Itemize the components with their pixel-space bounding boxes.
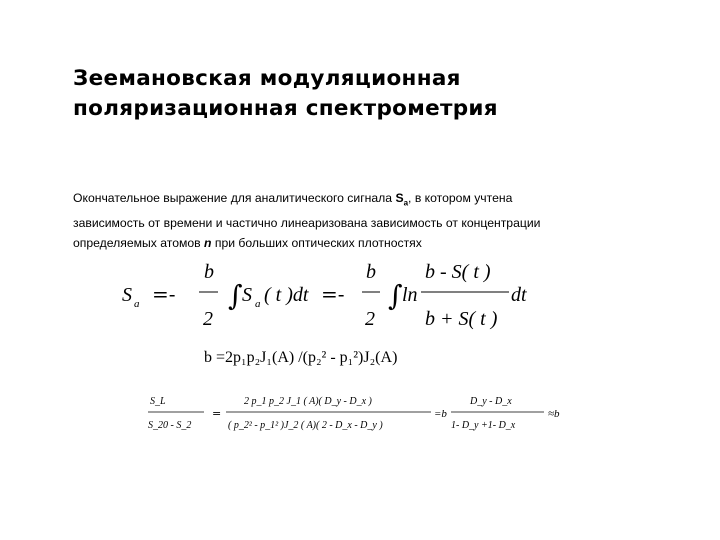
paragraph-line-3 bbox=[73, 233, 673, 253]
slide-title bbox=[73, 64, 673, 124]
f1-S2: S bbox=[242, 284, 252, 306]
description-paragraph bbox=[73, 188, 673, 253]
f1-b2: b bbox=[366, 261, 376, 283]
f3-eqb: =b bbox=[434, 408, 447, 420]
f3-right-den: 1- D_y +1- D_x bbox=[451, 420, 516, 431]
f1-S: S bbox=[122, 284, 132, 306]
f3-approx: ≈b bbox=[548, 408, 560, 420]
paragraph-line-1 bbox=[73, 188, 673, 213]
f1-a: a bbox=[134, 298, 140, 310]
f1-int2: ∫ bbox=[388, 279, 403, 312]
f1-ln: ln bbox=[402, 284, 418, 306]
f3-mid-num: 2 p_1 p_2 J_1 ( A)( D_y - D_x ) bbox=[244, 396, 372, 407]
f1-int: ∫ bbox=[228, 279, 243, 312]
f1-a2: a bbox=[255, 298, 261, 310]
f2-text: b =2p₁p₂J₁(A) /(p₂² - p₁²)J₂(A) bbox=[204, 349, 398, 366]
atom-symbol: n bbox=[204, 236, 212, 251]
signal-symbol: S bbox=[395, 191, 404, 205]
f3-right-num: D_y - D_x bbox=[470, 396, 512, 407]
paragraph-text: определяемых атомов bbox=[73, 236, 205, 251]
paragraph-text: при больших оптических плотностях bbox=[211, 236, 422, 251]
f1-eq1: =- bbox=[152, 282, 176, 306]
f3-lhs-num: S_L bbox=[150, 396, 166, 407]
formula-b-definition bbox=[200, 343, 520, 369]
paragraph-text: , в котором учтена bbox=[408, 191, 513, 205]
f3-lhs-den: S_20 - S_2 bbox=[148, 420, 192, 431]
formula-signal-ratio bbox=[146, 390, 576, 442]
f1-eq2: =- bbox=[321, 282, 345, 306]
f1-targ: ( t )dt bbox=[264, 284, 309, 306]
f3-mid-den: ( p_2² - p_1² )J_2 ( A)( 2 - D_x - D_y ) bbox=[228, 420, 383, 431]
title-line-1: Зеемановская модуляционная bbox=[73, 66, 461, 91]
title-line-2: поляризационная спектрометрия bbox=[73, 96, 498, 121]
f1-b: b bbox=[204, 261, 214, 283]
paragraph-text: Окончательное выражение для аналитического сигнала bbox=[73, 191, 396, 205]
f1-num: b - S( t ) bbox=[425, 261, 491, 283]
paragraph-line-2: зависимость от времени и частично линеаризована зависимость от концентрации bbox=[73, 216, 541, 231]
f1-dt: dt bbox=[511, 284, 527, 306]
formula-signal-integral bbox=[100, 255, 560, 335]
f1-two2: 2 bbox=[365, 308, 375, 330]
f1-den: b + S( t ) bbox=[425, 308, 498, 330]
f3-eq: = bbox=[212, 407, 222, 420]
f1-two: 2 bbox=[203, 308, 213, 330]
signal-subscript: a bbox=[403, 198, 409, 208]
